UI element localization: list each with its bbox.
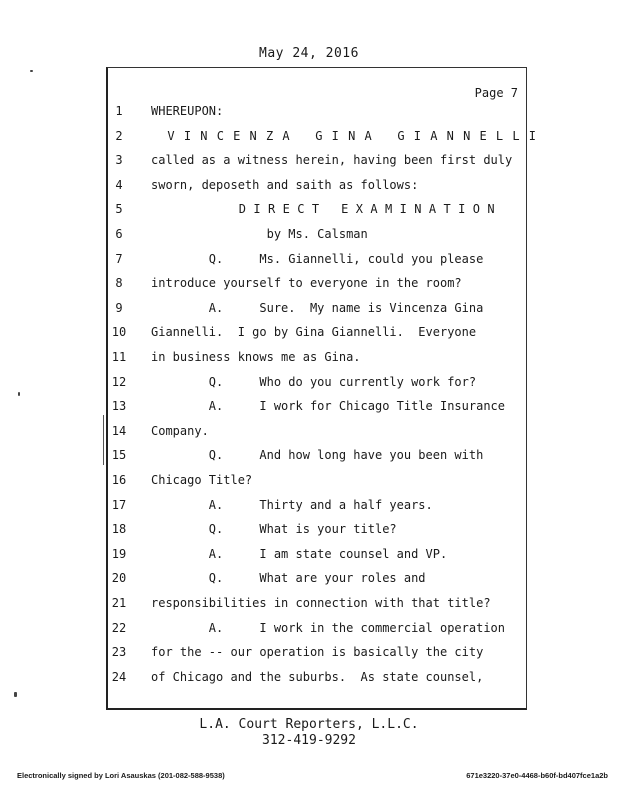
transcript-line bbox=[0, 419, 618, 444]
line-text: DIRECT EXAMINATION bbox=[151, 202, 502, 217]
line-text: Q. What are your roles and bbox=[151, 571, 426, 586]
scan-speck bbox=[18, 392, 20, 396]
line-text: responsibilities in connection with that title? bbox=[151, 596, 491, 610]
line-number: 10 bbox=[111, 325, 127, 340]
line-text: A. I work for Chicago Title Insurance bbox=[151, 399, 506, 414]
line-text: for the -- our operation is basically the city bbox=[151, 645, 484, 660]
transcript-line bbox=[0, 124, 618, 149]
line-text: VINCENZA GINA GIANNELLI bbox=[151, 128, 546, 143]
line-text: in business knows me as Gina. bbox=[151, 350, 361, 364]
footer-company: L.A. Court Reporters, L.L.C. bbox=[199, 717, 419, 732]
line-text: Q. Who do you currently work for? bbox=[151, 374, 477, 389]
transcript-line bbox=[0, 468, 618, 493]
transcript-line bbox=[0, 616, 618, 641]
line-text: A. I work in the commercial operation bbox=[151, 620, 506, 635]
line-number: 8 bbox=[115, 276, 123, 291]
line-number: 3 bbox=[115, 153, 123, 168]
transcript-line bbox=[0, 566, 618, 591]
line-number: 17 bbox=[111, 497, 127, 512]
page-number-label: Page 7 bbox=[474, 86, 518, 100]
transcript-line bbox=[0, 99, 618, 124]
line-number: 16 bbox=[111, 473, 127, 487]
line-text: Chicago Title? bbox=[151, 473, 253, 487]
transcript-line bbox=[0, 247, 618, 272]
transcript-line bbox=[0, 394, 618, 419]
line-number: 5 bbox=[115, 202, 123, 217]
line-number: 24 bbox=[111, 669, 127, 684]
transcript-line bbox=[0, 517, 618, 542]
line-text: sworn, deposeth and saith as follows: bbox=[151, 177, 419, 192]
line-number: 1 bbox=[115, 104, 123, 118]
transcript-line bbox=[0, 665, 618, 690]
line-text: of Chicago and the suburbs. As state counsel, bbox=[151, 669, 484, 684]
line-number: 20 bbox=[111, 571, 127, 586]
footer bbox=[0, 717, 618, 749]
transcript-line bbox=[0, 591, 618, 616]
transcript-line bbox=[0, 197, 618, 222]
document-hash: 671e3220-37e0-4468-b60f-bd407fce1a2b bbox=[466, 771, 608, 780]
transcript-line bbox=[0, 296, 618, 321]
line-number: 7 bbox=[115, 251, 123, 266]
scan-speck bbox=[30, 70, 33, 72]
line-text: Giannelli. I go by Gina Giannelli. Everyone bbox=[151, 325, 477, 340]
line-text: Q. And how long have you been with bbox=[151, 448, 484, 463]
line-text: called as a witness herein, having been first duly bbox=[151, 153, 513, 168]
line-number: 15 bbox=[111, 448, 127, 463]
line-text: A. Sure. My name is Vincenza Gina bbox=[151, 300, 484, 315]
line-number: 2 bbox=[115, 128, 123, 143]
transcript-line bbox=[0, 640, 618, 665]
line-number: 12 bbox=[111, 374, 127, 389]
line-number: 6 bbox=[115, 227, 123, 241]
line-text: introduce yourself to everyone in the room? bbox=[151, 276, 462, 291]
transcript-line bbox=[0, 443, 618, 468]
line-number: 4 bbox=[115, 177, 123, 192]
signature-note: Electronically signed by Lori Asauskas (201-082-588-9538) bbox=[17, 771, 225, 780]
line-number: 13 bbox=[111, 399, 127, 414]
transcript-line bbox=[0, 320, 618, 345]
line-number: 11 bbox=[111, 350, 127, 364]
line-number: 22 bbox=[111, 620, 127, 635]
line-text: A. Thirty and a half years. bbox=[151, 497, 433, 512]
line-number: 23 bbox=[111, 645, 127, 660]
line-text: WHEREUPON: bbox=[151, 104, 224, 118]
line-text: Company. bbox=[151, 423, 209, 438]
line-text: Q. What is your title? bbox=[151, 522, 397, 537]
transcript-line bbox=[0, 370, 618, 395]
transcript-line bbox=[0, 173, 618, 198]
transcript-line bbox=[0, 345, 618, 370]
line-text: Q. Ms. Giannelli, could you please bbox=[151, 251, 484, 266]
line-number: 9 bbox=[115, 300, 123, 315]
scan-speck bbox=[14, 692, 17, 697]
line-number: 14 bbox=[111, 423, 127, 438]
transcript-line bbox=[0, 542, 618, 567]
transcript-line bbox=[0, 493, 618, 518]
transcript-line bbox=[0, 271, 618, 296]
line-number: 18 bbox=[111, 522, 127, 537]
header-date: May 24, 2016 bbox=[259, 46, 359, 61]
transcript-line bbox=[0, 148, 618, 173]
line-text: A. I am state counsel and VP. bbox=[151, 546, 448, 561]
line-number: 19 bbox=[111, 546, 127, 561]
footer-phone: 312-419-9292 bbox=[262, 733, 356, 748]
transcript-line bbox=[0, 222, 618, 247]
line-number: 21 bbox=[111, 596, 127, 610]
line-text: by Ms. Calsman bbox=[151, 227, 368, 241]
